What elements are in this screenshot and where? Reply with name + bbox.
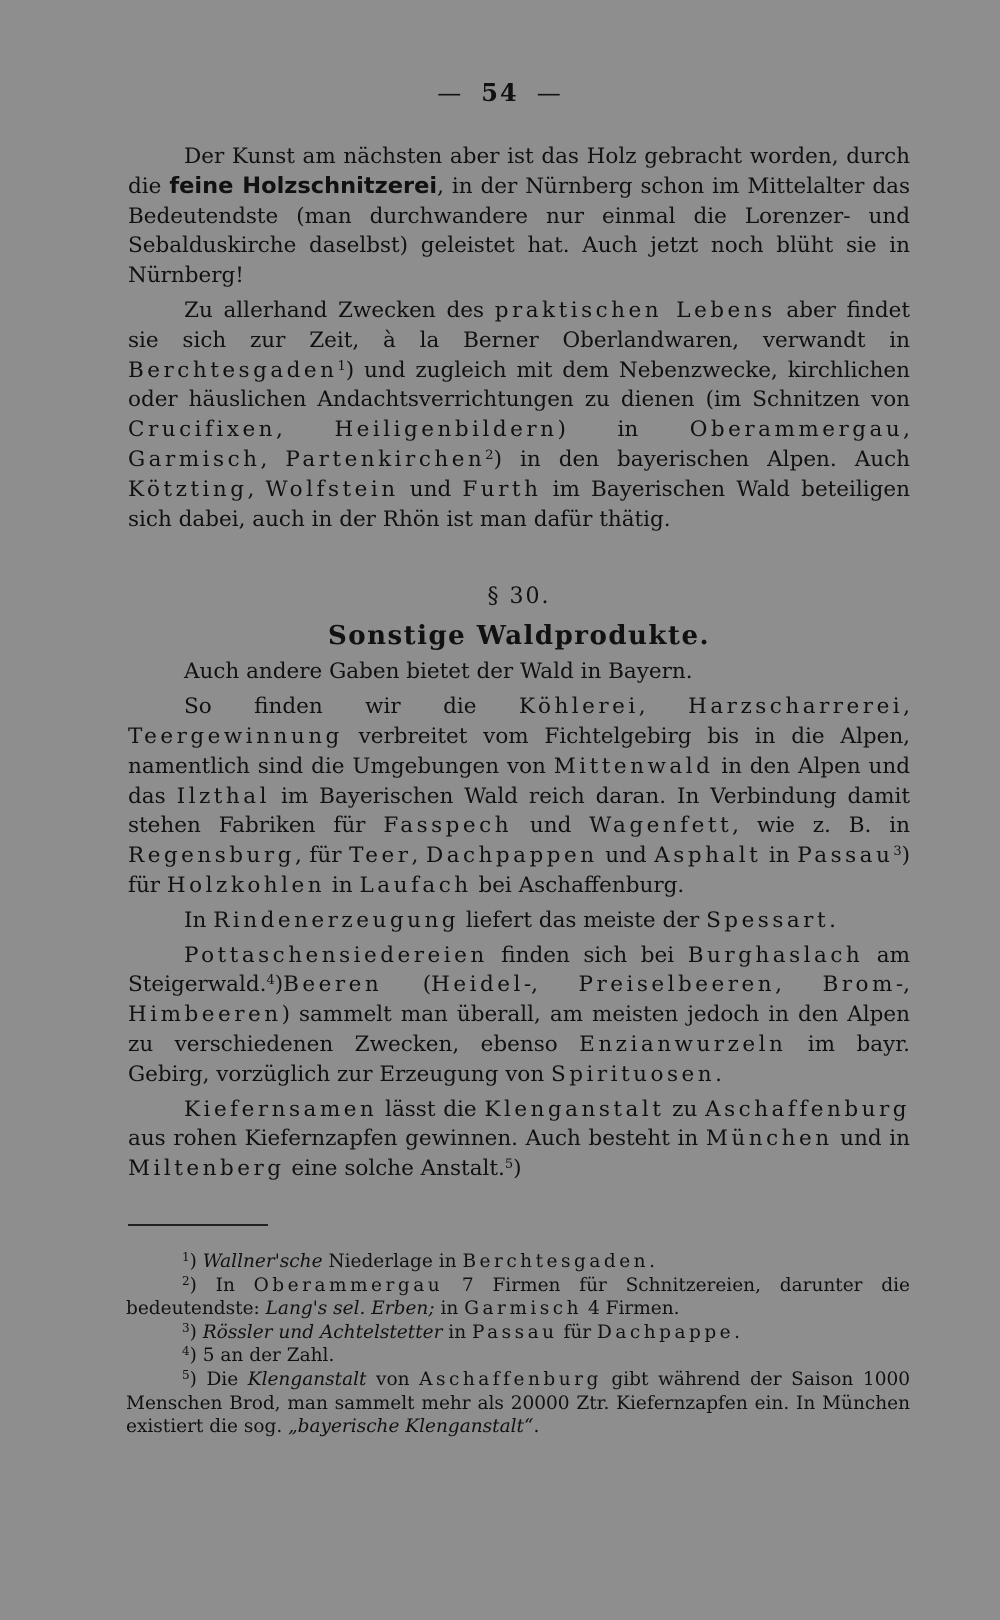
section-title: Sonstige Waldprodukte. (327, 621, 711, 652)
paragraph-koehlerei: So finden wir die Köhlerei, Harzscharrerei, Teergewinnung verbreitet vom Fichtelgebirg bis in die Alpen, namentlich sind die Umgebungen von Mittenwald in den Alpen und das Ilzthal im Bayerischen Wald reich daran. In Verbindung damit stehen Fabriken für Fasspech und Wagenfett, wie z. B. in Regensburg, für Teer, Dachpappen und Asphalt in Passau$^3$) für Holzkohlen in Laufach bei Aschaffenburg. (128, 694, 911, 898)
page-number: — 54 — (437, 78, 563, 107)
footnote-1: $^1$) Wallner'sche Niederlage in Berchtesgaden. (182, 1250, 655, 1272)
paragraph-kiefernsamen: Kiefernsamen lässt die Klenganstalt zu Aschaffenburg aus rohen Kiefernzapfen gewinnen. Auch besteht in München und in Miltenberg eine solche Anstalt.$^5$) (128, 1096, 910, 1182)
footnote-divider (128, 1224, 268, 1226)
footnote-5: $^5$) Die Klenganstalt von Aschaffenburg gibt während der Saison 1000 Menschen Brod, man sammelt mehr als 20000 Ztr. Kiefernzapfen ein. In München existiert die sog. „bayerische Klenganstalt“. (126, 1367, 911, 1438)
page-number-value: 54 (481, 78, 519, 107)
paragraph-pottasche: Pottaschensiedereien finden sich bei Burghaslach am Steigerwald.$^4$)Beeren (Heidel-, Preiselbeeren, Brom-, Himbeeren) sammelt man überall, am meisten jedoch in den Alpen zu verschiedenen Zwecken, ebenso Enzianwurzeln im bayr. Gebirg, vorzüglich zur Erzeugung von Spirituosen. (128, 942, 910, 1087)
paragraph-gaben: Auch andere Gaben bietet der Wald in Bayern. (184, 659, 693, 685)
paragraph-praktisches-leben: Zu allerhand Zwecken des praktischen Lebens aber findet sie sich zur Zeit, à la Berner Oberlandwaren, verwandt in Berchtesgaden$^1$) und zugleich mit dem Nebenzwecke, kirchlichen oder häuslichen Andachtsverrichtungen zu dienen (im Schnitzen von Crucifixen, Heiligenbildern) in Oberammergau, Garmisch, Partenkirchen$^2$) in den bayerischen Alpen. Auch Kötzting, Wolfstein und Furth im Bayerischen Wald beteiligen sich dabei, auch in der Rhön ist man dafür thätig. (128, 297, 911, 532)
footnotes (126, 1250, 910, 1439)
main-text (128, 142, 910, 1189)
footnote-4: $^4$) 5 an der Zahl. (182, 1344, 335, 1367)
paragraph-rindenerzeugung: In Rindenerzeugung liefert das meiste der Spessart. (184, 907, 836, 933)
paragraph-holzschnitzerei: Der Kunst am nächsten aber ist das Holz gebracht worden, durch die feine Holzschnitzerei, in der Nürnberg schon im Mittelalter das Bedeutendste (man durchwandere nur einmal die Lorenzer- und Sebalduskirche daselbst) geleistet hat. Auch jetzt noch blüht sie in Nürnberg! (128, 144, 910, 289)
footnote-3: $^3$) Rössler und Achtelstetter in Passau für Dachpappe. (182, 1320, 741, 1343)
footnote-2: $^2$) In Oberammergau 7 Firmen für Schnitzereien, darunter die bedeutendste: Lang's sel. Erben; in Garmisch 4 Firmen. (126, 1273, 910, 1320)
section-number: § 30. (487, 584, 551, 610)
